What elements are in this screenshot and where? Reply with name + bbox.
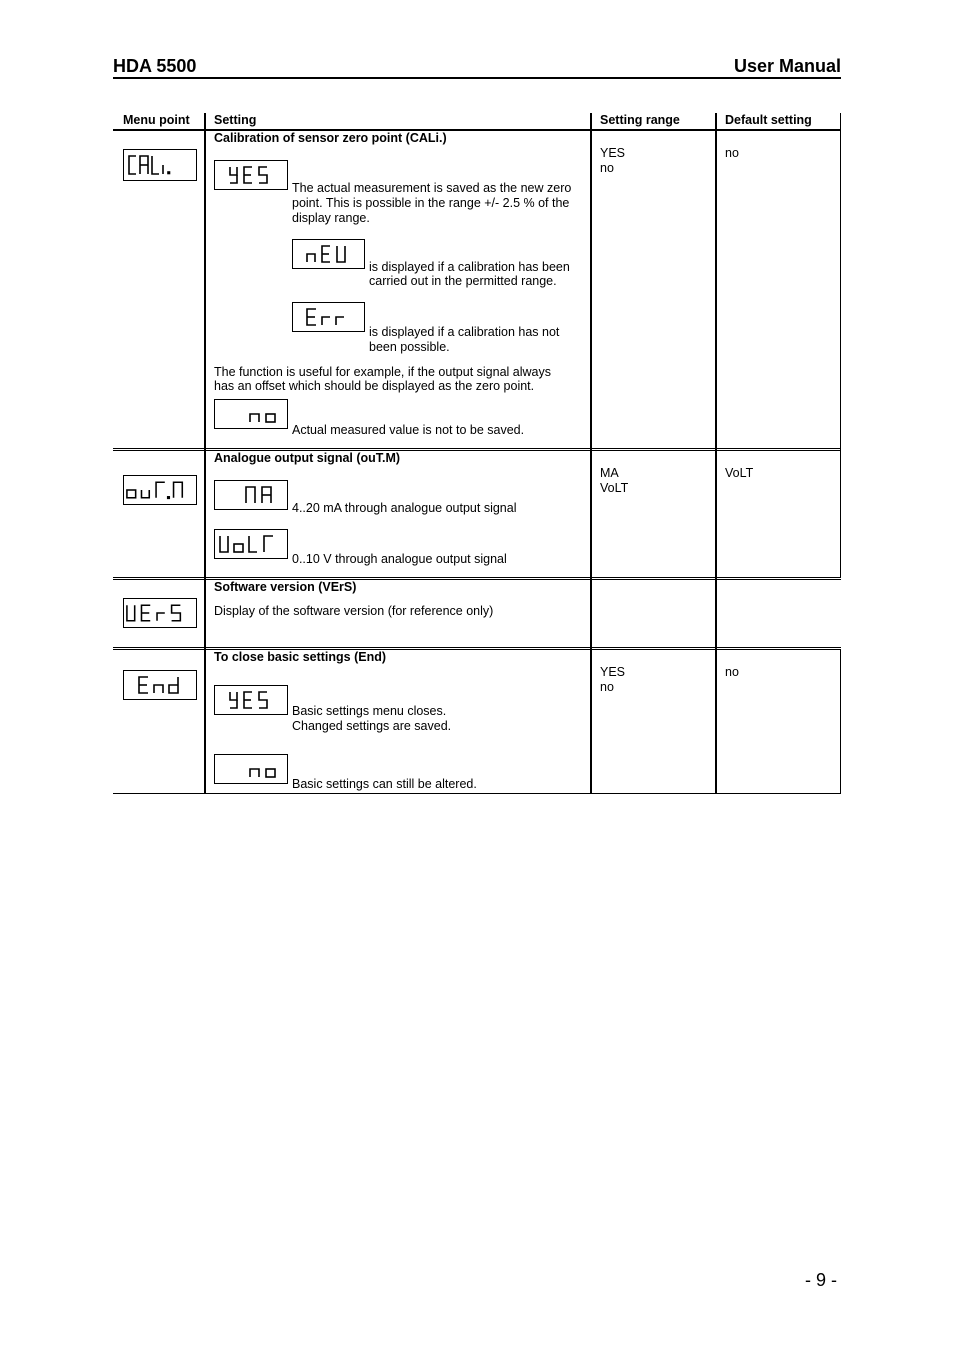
cali-yes-text-1: The actual measurement is saved as the new zero [292,181,572,195]
lcd-display-volt [214,529,288,559]
end-range-no: no [600,680,614,694]
lcd-display-end [123,670,197,700]
end-no-text: Basic settings can still be altered. [292,777,477,791]
lcd-display-end-yes [214,685,288,715]
lcd-display-cali [123,149,197,181]
col-header-menu-point: Menu point [123,113,190,127]
lcd-display-vers [123,598,197,628]
header-rule [113,77,841,79]
cali-neu-text-1: is displayed if a calibration has been [369,260,570,274]
page-number: - 9 - [805,1270,838,1290]
col-header-default-setting: Default setting [725,113,812,127]
outm-volt-text: 0..10 V through analogue output signal [292,552,507,566]
cali-range-no: no [600,161,614,175]
lcd-display-err [292,302,365,332]
row-heading-end: To close basic settings (End) [214,650,387,664]
outm-default: VoLT [725,466,754,480]
doc-section-title: User Manual [733,56,841,76]
cali-err-text-2: been possible. [369,340,450,354]
end-range-yes: YES [600,665,626,679]
row-heading-outm: Analogue output signal (ouT.M) [214,451,401,465]
cali-range-yes: YES [600,146,626,160]
cali-yes-text-3: display range. [292,211,370,225]
doc-title: HDA 5500 [113,56,197,76]
outm-range-ma: MA [600,466,619,480]
end-yes-text-2: Changed settings are saved. [292,719,452,733]
col-header-setting-range: Setting range [600,113,680,127]
cali-neu-text-2: carried out in the permitted range. [369,274,557,288]
col-header-setting: Setting [214,113,257,127]
lcd-display-neu [292,239,365,269]
row-heading-cali: Calibration of sensor zero point (CALi.) [214,131,447,145]
cali-function-text-1: The function is useful for example, if the output signal always [214,365,551,379]
cali-function-text-2: has an offset which should be displayed as the zero point. [214,379,535,393]
end-default: no [725,665,739,679]
lcd-display-outm [123,475,197,505]
cali-no-text: Actual measured value is not to be saved. [292,423,525,437]
lcd-display-ma [214,480,288,510]
cali-yes-text-2: point. This is possible in the range +/- 2.5 % of the [292,196,570,210]
vers-description: Display of the software version (for reference only) [214,604,494,618]
lcd-display-yes [214,160,288,190]
cali-err-text-1: is displayed if a calibration has not [369,325,560,339]
lcd-display-end-no [214,754,288,784]
row-heading-vers: Software version (VErS) [214,580,357,594]
lcd-display-no [214,399,288,429]
cali-default: no [725,146,739,160]
outm-ma-text: 4..20 mA through analogue output signal [292,501,517,515]
outm-range-volt: VoLT [600,481,629,495]
end-yes-text-1: Basic settings menu closes. [292,704,447,718]
